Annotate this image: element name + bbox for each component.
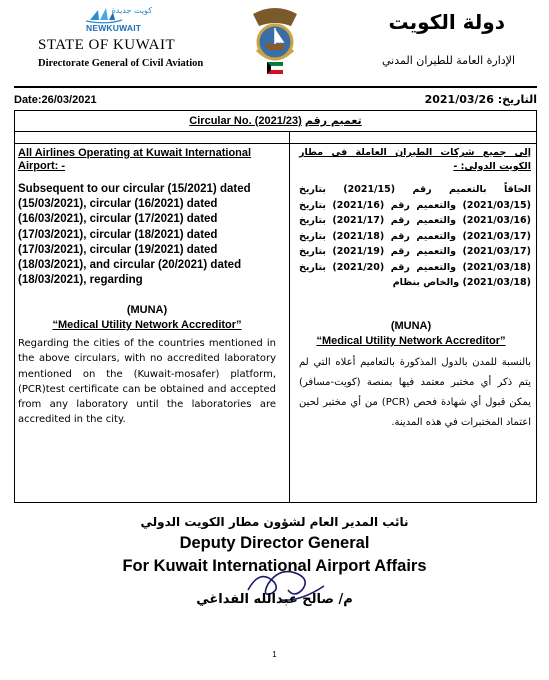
body-english: Regarding the cities of the countries mentioned in the above circulars, with no accredited laboratory mentioned on the (Kuwait-mosafer) platform, (PCR)test certificate can be obtained and accepted from any laboratory until the laboratories are accredited in the city. xyxy=(18,338,276,426)
addressee-english: All Airlines Operating at Kuwait International Airport: - xyxy=(18,147,252,173)
date-arabic: التاريخ: 2021/03/26 xyxy=(424,93,537,106)
circular-title-english: Circular No. (2021/23) xyxy=(189,115,302,127)
addressee-arabic: إلى جميع شركات الطيران العاملة في مطار الكويت الدولي: - xyxy=(299,147,531,172)
muna-full-english: “Medical Utility Network Accreditor” xyxy=(52,319,242,331)
column-divider xyxy=(289,132,290,503)
page-number: 1 xyxy=(272,650,277,659)
newkuwait-english-text: NEWKUWAIT xyxy=(86,23,142,33)
state-name-arabic: دولة الكويت xyxy=(388,10,505,34)
muna-english: (MUNA) xyxy=(126,304,168,316)
newkuwait-arabic-text: كويت جديدة xyxy=(111,6,152,15)
kuwait-emblem xyxy=(247,4,303,86)
header-divider xyxy=(14,86,537,88)
muna-full-arabic: “Medical Utility Network Accreditor” xyxy=(316,335,506,347)
table-band xyxy=(14,132,537,144)
reference-arabic: الحاقاً بالتعميم رقم (2021/15) بتاريخ (2021/03/15) والتعميم رقم (2021/16) بتاريخ (2021/03/16) والتعميم رقم (2021/17) بتاريخ (2021/03/17) والتعميم رقم (2021/18) بتاريخ (2021/03/17) والتعميم رقم (2021/19) بتاريخ (2021/03/18) والتعميم رقم (2021/20) بتاريخ (2021/03/18) والخاص بنظام xyxy=(299,184,531,288)
directorate-name-arabic: الإدارة العامة للطيران المدني xyxy=(381,54,515,67)
muna-arabic: (MUNA) xyxy=(390,320,432,332)
signatory-name-arabic: م/ صالح عبدالله الفداغي xyxy=(196,592,353,607)
circular-title-arabic: تعميم رقم xyxy=(304,114,362,127)
circular-title-row xyxy=(14,110,537,132)
emblem-icon xyxy=(247,4,303,86)
circular-title xyxy=(14,114,537,127)
state-name-english: STATE OF KUWAIT xyxy=(38,37,176,53)
signatory-title-english-2: For Kuwait International Airport Affairs xyxy=(122,557,427,575)
signatory-title-arabic: نائب المدير العام لشؤون مطار الكويت الدولي xyxy=(140,515,409,529)
directorate-name-english: Directorate General of Civil Aviation xyxy=(38,58,204,69)
signatory-title-english-1: Deputy Director General xyxy=(179,534,370,552)
reference-english: Subsequent to our circular (15/2021) dated (15/03/2021), circular (16/2021) dated (16/03/2021), circular (17/2021) dated (17/03/2021), circular (18/2021) dated (17/03/2021), circular (19/2021) dated (18/03/2021), and circular (20/2021) dated (18/03/2021), regarding xyxy=(18,183,251,287)
body-arabic: بالنسبة للمدن بالدول المذكورة بالتعاميم أعلاه التي لم يتم ذكر أي مختبر معتمد فيها بمنصة (كويت-مسافر) يمكن قبول أي شهادة فحص (PCR) من أي مختبر لحين اعتماد المختبرات في هذه المدينة. xyxy=(299,357,532,428)
date-english: Date:26/03/2021 xyxy=(14,94,97,106)
newkuwait-logo xyxy=(62,6,182,38)
